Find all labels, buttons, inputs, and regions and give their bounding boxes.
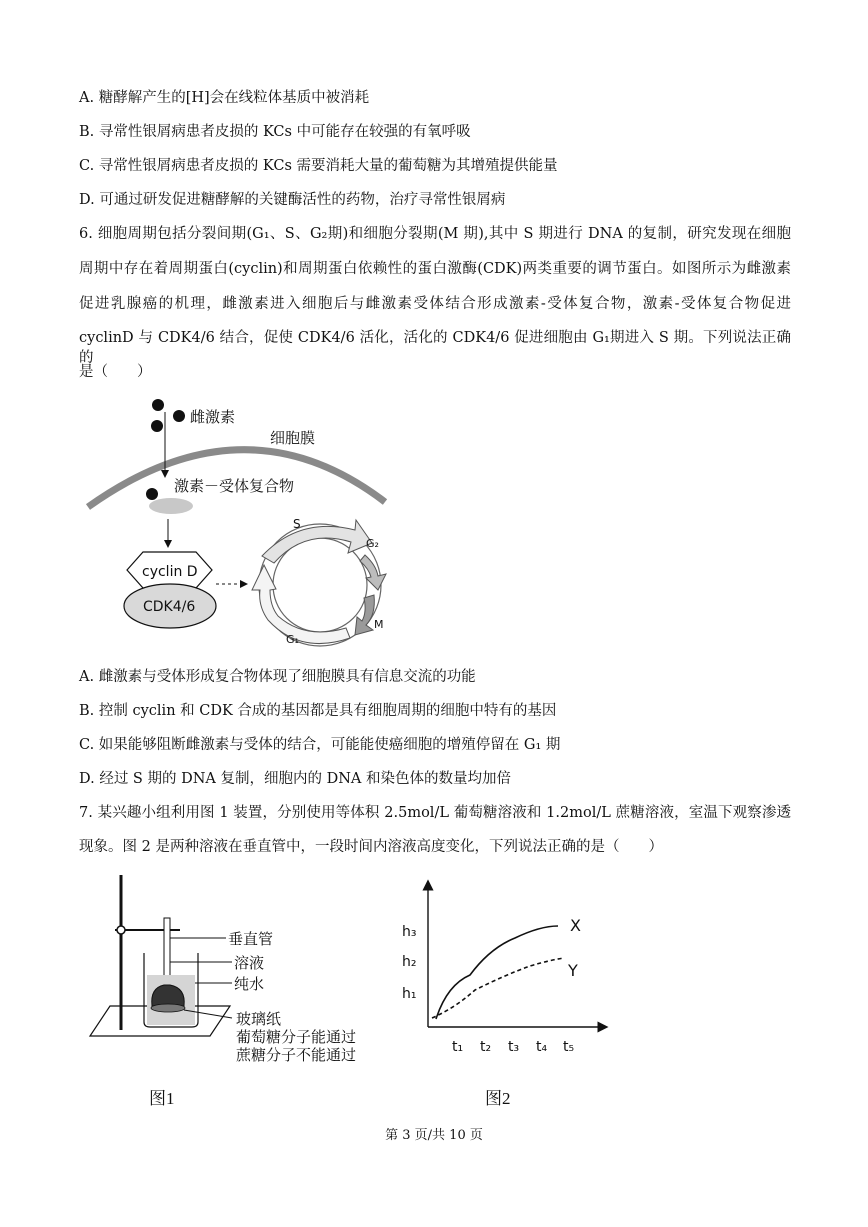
q6-stem-line-1: 6. 细胞周期包括分裂间期(G₁、S、G₂期)和细胞分裂期(M 期),其中 S 期进行 DNA 的复制，研究发现在细胞 xyxy=(79,226,791,242)
x-tick-t4: t₄ xyxy=(536,1039,548,1055)
solution-label: 溶液 xyxy=(234,954,265,972)
g1-label: G₁ xyxy=(286,633,299,646)
water-label: 纯水 xyxy=(234,975,265,993)
membrane-label: 细胞膜 xyxy=(270,429,316,447)
q7-stem-line-1: 7. 某兴趣小组利用图 1 装置，分别使用等体积 2.5mol/L 葡萄糖溶液和 1.2mol/L 蔗糖溶液，室温下观察渗透 xyxy=(79,805,791,821)
tube-label: 垂直管 xyxy=(228,930,274,948)
page-footer: 第 3 页/共 10 页 xyxy=(385,1128,483,1143)
x-tick-t3: t₃ xyxy=(508,1039,520,1055)
estrogen-label: 雌激素 xyxy=(190,408,236,426)
q6-stem-line-5: 是（ ） xyxy=(79,364,152,380)
q6-stem-line-3: 促进乳腺癌的机理，雌激素进入细胞后与雌激素受体结合形成激素-受体复合物，激素-受体复合物促进 xyxy=(79,296,791,312)
q5-option-b: B. 寻常性银屑病患者皮损的 KCs 中可能存在较强的有氧呼吸 xyxy=(79,124,471,140)
cdk-label: CDK4/6 xyxy=(143,599,196,615)
q6-option-b: B. 控制 cyclin 和 CDK 合成的基因都是具有细胞周期的细胞中特有的基因 xyxy=(79,703,557,719)
q6-stem-line-2: 周期中存在着周期蛋白(cyclin)和周期蛋白依赖性的蛋白激酶(CDK)两类重要的调节蛋白。如图所示为雌激素 xyxy=(79,261,791,277)
q6-option-d: D. 经过 S 期的 DNA 复制，细胞内的 DNA 和染色体的数量均加倍 xyxy=(79,771,511,787)
sucrose-note: 蔗糖分子不能通过 xyxy=(236,1046,357,1064)
x-tick-t1: t₁ xyxy=(452,1039,464,1055)
m-label: M xyxy=(374,618,384,631)
q7-stem-line-2: 现象。图 2 是两种溶液在垂直管中，一段时间内溶液高度变化，下列说法正确的是（ ） xyxy=(79,839,663,855)
paper-label: 玻璃纸 xyxy=(236,1010,282,1028)
q6-stem-line-4: cyclinD 与 CDK4/6 结合，促使 CDK4/6 活化，活化的 CDK4/6 促进细胞由 G₁期进入 S 期。下列说法正确的 xyxy=(79,330,791,366)
q6-option-a: A. 雌激素与受体形成复合物体现了细胞膜具有信息交流的功能 xyxy=(79,669,476,685)
q6-option-c: C. 如果能够阻断雌激素与受体的结合，可能能使癌细胞的增殖停留在 G₁ 期 xyxy=(79,737,561,753)
s-label: S xyxy=(293,517,301,531)
q5-option-c: C. 寻常性银屑病患者皮损的 KCs 需要消耗大量的葡萄糖为其增殖提供能量 xyxy=(79,158,558,174)
y-tick-h1: h₁ xyxy=(402,986,417,1002)
cyclin-d-label: cyclin D xyxy=(142,564,198,580)
g2-label: G₂ xyxy=(366,537,379,550)
q5-option-d: D. 可通过研发促进糖酵解的关键酶活性的药物，治疗寻常性银屑病 xyxy=(79,192,506,208)
fig1-caption: 图1 xyxy=(149,1089,175,1108)
q5-option-a: A. 糖酵解产生的[H]会在线粒体基质中被消耗 xyxy=(79,90,370,106)
glucose-note: 葡萄糖分子能通过 xyxy=(236,1028,357,1046)
series-x-curve xyxy=(436,926,558,1019)
y-tick-h2: h₂ xyxy=(402,954,417,970)
series-x-label: X xyxy=(570,916,581,935)
x-tick-t2: t₂ xyxy=(480,1039,492,1055)
fig2-caption: 图2 xyxy=(485,1089,511,1108)
complex-label: 激素－受体复合物 xyxy=(174,477,295,495)
series-y-label: Y xyxy=(568,961,578,980)
y-tick-h3: h₃ xyxy=(402,924,417,940)
x-tick-t5: t₅ xyxy=(563,1039,575,1055)
